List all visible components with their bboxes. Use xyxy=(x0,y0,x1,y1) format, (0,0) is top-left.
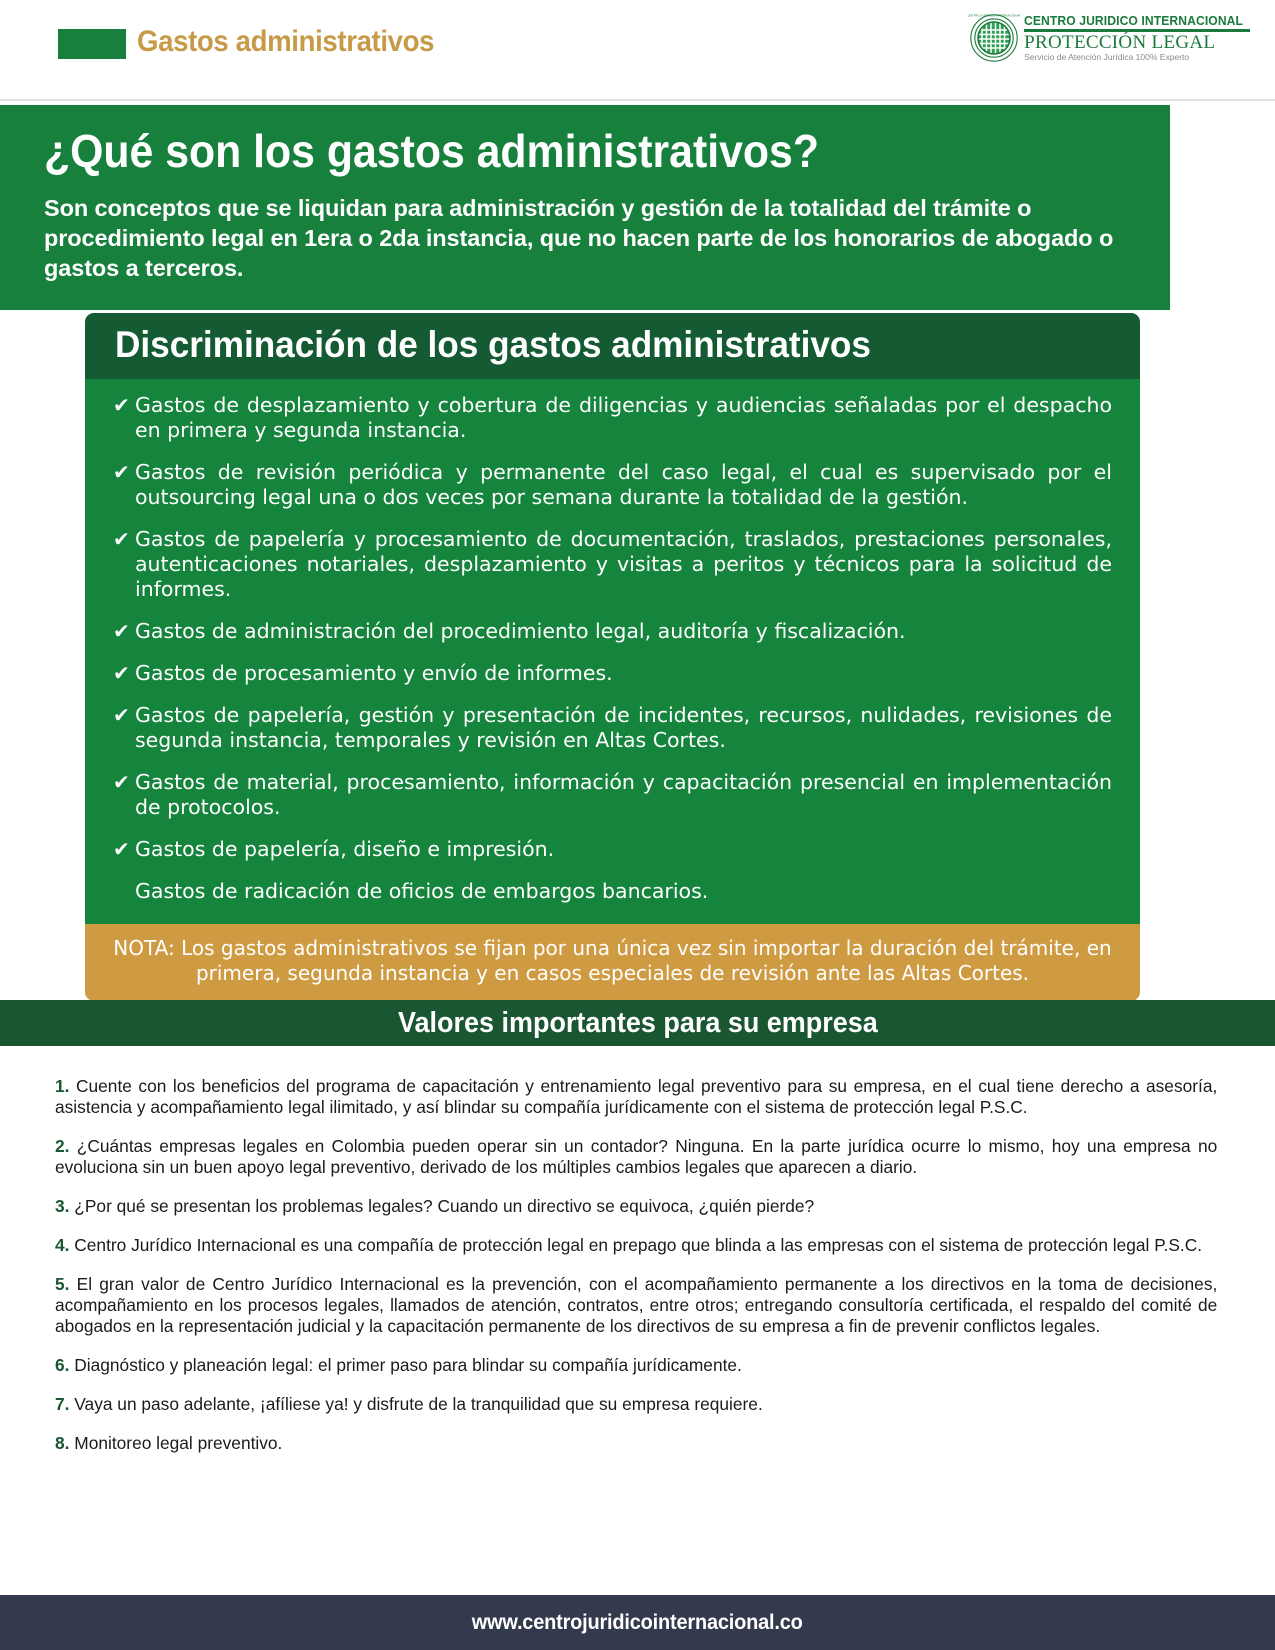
company-logo xyxy=(968,12,1250,64)
list-item-text: Gastos de papelería y procesamiento de documentación, traslados, prestaciones personales, autenticaciones notariales, desplazamiento y visitas a peritos y técnicos para la solicitud de informes. xyxy=(135,526,1112,601)
footer-website-url[interactable]: www.centrojuridicointernacional.co xyxy=(472,1610,803,1634)
valores-item xyxy=(55,1076,1217,1119)
card-heading: Discriminación de los gastos administrativos xyxy=(115,324,871,365)
hero-title: ¿Qué son los gastos administrativos? xyxy=(44,125,819,177)
list-item-text: Gastos de papelería, gestión y presentación de incidentes, recursos, nulidades, revisiones de segunda instancia, temporales y revisión en Altas Cortes. xyxy=(135,702,1112,752)
valores-item xyxy=(55,1136,1217,1179)
logo-tagline: Servicio de Atención Jurídica 100% Experto xyxy=(1024,52,1190,62)
valores-item xyxy=(55,1274,1217,1338)
valores-item xyxy=(55,1394,1217,1415)
check-icon: ✔ xyxy=(113,769,130,794)
check-icon: ✔ xyxy=(113,459,130,484)
list-item xyxy=(113,527,1112,602)
page-header xyxy=(0,0,1275,98)
discrimination-card xyxy=(85,313,1140,1001)
list-item-text: Gastos de radicación de oficios de embargos bancarios. xyxy=(135,878,709,903)
card-body xyxy=(85,379,1140,924)
list-item xyxy=(113,703,1112,753)
globe-icon xyxy=(968,12,1020,64)
list-item xyxy=(113,460,1112,510)
list-item-text: Gastos de administración del procedimiento legal, auditoría y fiscalización. xyxy=(135,618,906,643)
logo-line-1: CENTRO JURIDICO INTERNACIONAL xyxy=(1024,13,1244,28)
header-color-swatch xyxy=(58,29,126,59)
valores-list xyxy=(55,1058,1235,1470)
valores-heading: Valores importantes para su empresa xyxy=(397,1006,878,1039)
valores-item-text: Monitoreo legal preventivo. xyxy=(69,1432,283,1453)
card-header xyxy=(85,313,1140,379)
list-item xyxy=(113,393,1112,443)
valores-item xyxy=(55,1433,1217,1454)
list-item xyxy=(113,879,1112,904)
valores-item-text: Diagnóstico y planeación legal: el primer paso para blindar su compañía jurídicamente. xyxy=(69,1355,742,1376)
valores-item xyxy=(55,1355,1217,1376)
valores-item-number: 8. xyxy=(55,1432,70,1453)
svg-text:CENTRO JURIDICO INTERNACIONAL: CENTRO JURIDICO INTERNACIONAL xyxy=(968,13,1021,18)
header-divider xyxy=(0,99,1275,101)
valores-item-text: Vaya un paso adelante, ¡afíliese ya! y disfrute de la tranquilidad que su empresa requiere. xyxy=(69,1393,763,1414)
valores-item-number: 3. xyxy=(55,1195,70,1216)
valores-item-text: El gran valor de Centro Jurídico Internacional es la prevención, con el acompañamiento permanente a los directivos en la toma de decisiones, acompañamiento en los procesos legales, llamados de atención, contratos, entre otros; entregando consultoría certificada, el respaldo del comité de abogados en la representación judicial y la capacitación permanente de los directivos de su empresa a fin de prevenir conflictos legales. xyxy=(55,1273,1218,1337)
hero-banner xyxy=(0,105,1170,310)
logo-line-2: PROTECCIÓN LEGAL xyxy=(1024,32,1216,53)
list-item xyxy=(113,770,1112,820)
check-icon: ✔ xyxy=(113,526,130,551)
valores-item-text: Cuente con los beneficios del programa de capacitación y entrenamiento legal preventivo para su empresa, en el cual tiene derecho a asesoría, asistencia y acompañamiento legal ilimitado, y así blindar su compañía jurídicamente con el sistema de protección legal P.S.C. xyxy=(55,1075,1218,1117)
check-icon: ✔ xyxy=(113,702,130,727)
valores-item-number: 7. xyxy=(55,1393,70,1414)
list-item xyxy=(113,661,1112,686)
page-footer xyxy=(0,1595,1275,1650)
page-title: Gastos administrativos xyxy=(137,25,435,58)
list-item-text: Gastos de papelería, diseño e impresión. xyxy=(135,836,555,861)
valores-item-number: 2. xyxy=(55,1135,70,1156)
check-icon: ✔ xyxy=(113,836,130,861)
list-item-text: Gastos de material, procesamiento, información y capacitación presencial en implementación de protocolos. xyxy=(135,769,1112,819)
valores-item-number: 1. xyxy=(55,1075,70,1096)
valores-header xyxy=(0,1000,1275,1046)
valores-item-number: 5. xyxy=(55,1273,70,1294)
valores-item xyxy=(55,1235,1217,1256)
list-item-text: Gastos de desplazamiento y cobertura de diligencias y audiencias señaladas por el despacho en primera y segunda instancia. xyxy=(135,392,1112,442)
check-icon: ✔ xyxy=(113,660,130,685)
check-icon: ✔ xyxy=(113,618,130,643)
valores-item-text: ¿Cuántas empresas legales en Colombia pueden operar sin un contador? Ninguna. En la parte jurídica ocurre lo mismo, hoy una empresa no evoluciona sin un buen apoyo legal preventivo, derivado de los múltiples cambios legales que aparecen a diario. xyxy=(55,1135,1218,1178)
check-icon: ✔ xyxy=(113,392,130,417)
valores-item-text: Centro Jurídico Internacional es una compañía de protección legal en prepago que blinda a las empresas con el sistema de protección legal P.S.C. xyxy=(69,1234,1203,1255)
list-item xyxy=(113,619,1112,644)
list-item xyxy=(113,837,1112,862)
valores-item-number: 4. xyxy=(55,1234,70,1255)
valores-item-text: ¿Por qué se presentan los problemas legales? Cuando un directivo se equivoca, ¿quién pierde? xyxy=(69,1195,815,1216)
hero-subtitle: Son conceptos que se liquidan para administración y gestión de la totalidad del trámite o procedimiento legal en 1era o 2da instancia, que no hacen parte de los honorarios de abogado o gastos a terceros. xyxy=(44,195,1114,282)
valores-item-number: 6. xyxy=(55,1355,70,1376)
note-banner: NOTA: Los gastos administrativos se fijan por una única vez sin importar la duración del trámite, en primera, segunda instancia y en casos especiales de revisión ante las Altas Cortes. xyxy=(85,924,1140,1001)
valores-item xyxy=(55,1196,1217,1217)
list-item-text: Gastos de procesamiento y envío de informes. xyxy=(135,660,613,685)
list-item-text: Gastos de revisión periódica y permanente del caso legal, el cual es supervisado por el outsourcing legal una o dos veces por semana durante la totalidad de la gestión. xyxy=(135,459,1112,509)
